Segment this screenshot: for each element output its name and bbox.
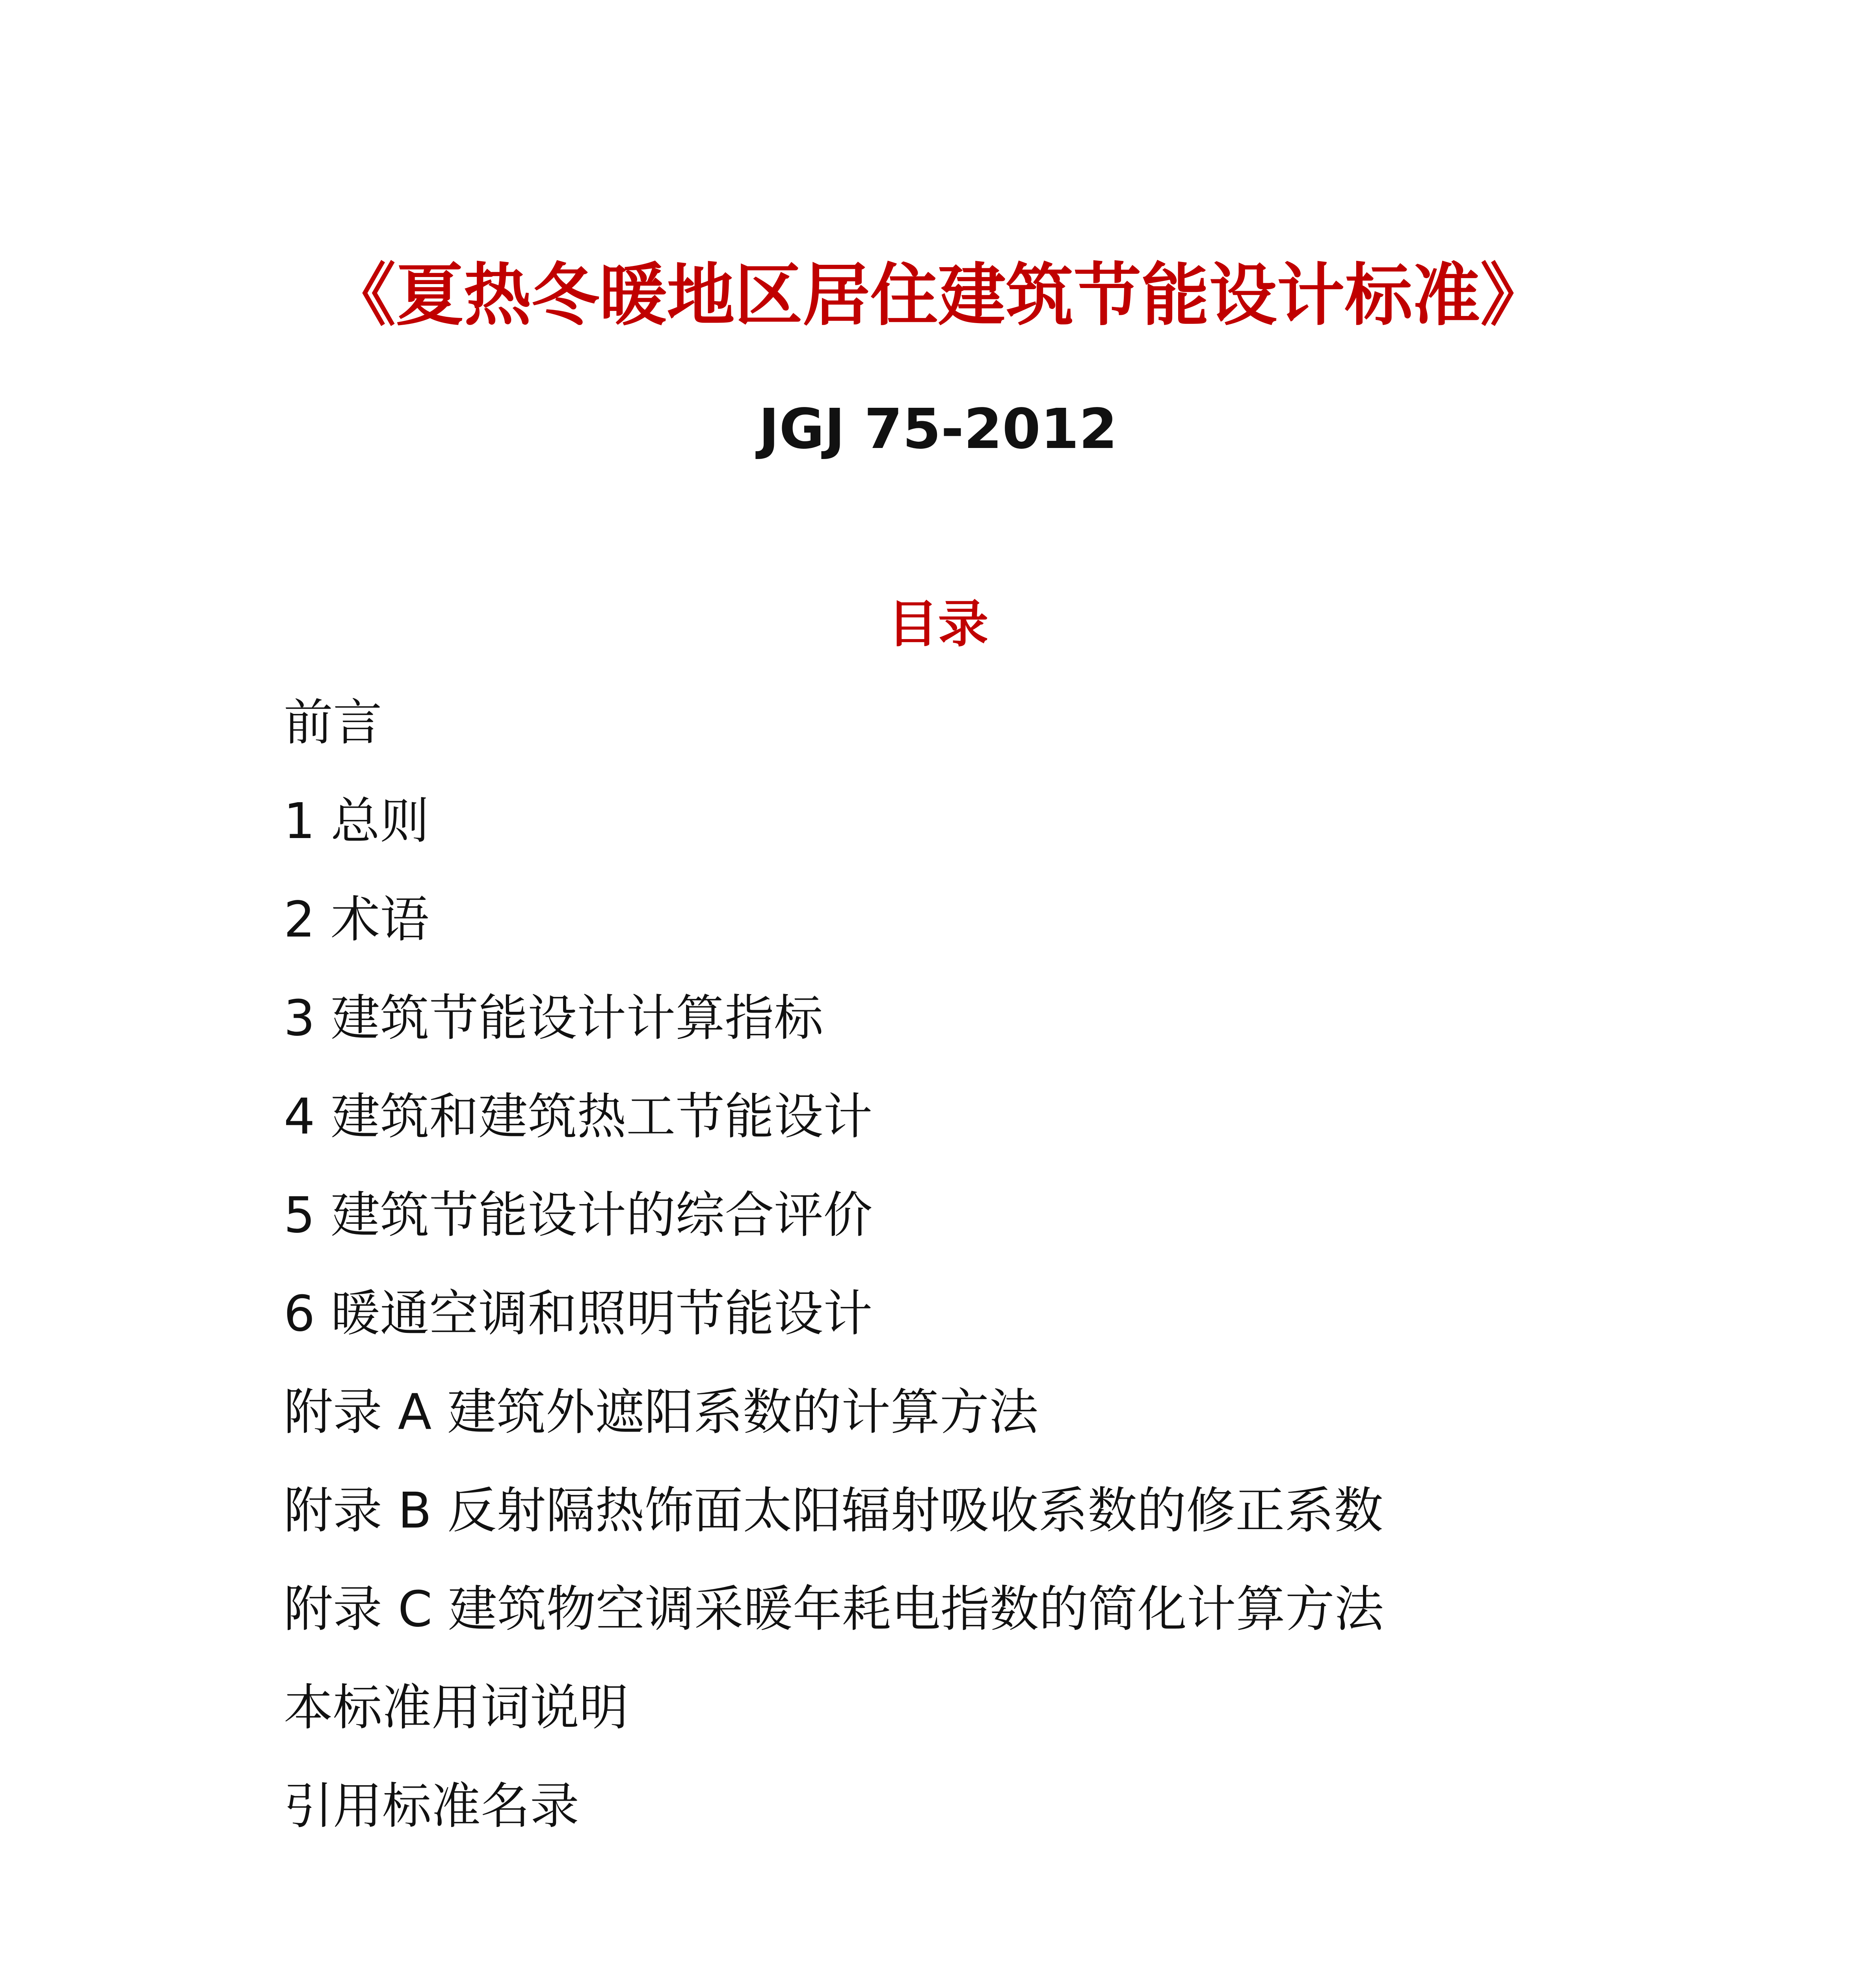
toc-item-appendix-b: 附录 B 反射隔热饰面太阳辐射吸收系数的修正系数 xyxy=(284,1482,1383,1539)
toc-item-terms: 2 术语 xyxy=(284,891,429,948)
toc-item-general-provisions: 1 总则 xyxy=(284,793,429,850)
standard-code: JGJ 75-2012 xyxy=(759,397,1117,461)
toc-heading: 目录 xyxy=(887,595,989,654)
table-of-contents xyxy=(284,691,1384,1873)
toc-item-thermal-design: 4 建筑和建筑热工节能设计 xyxy=(284,1088,873,1145)
document-title: 《夏热冬暖地区居住建筑节能设计标准》 xyxy=(328,256,1548,335)
toc-item-wording-explanation: 本标准用词说明 xyxy=(284,1679,628,1736)
toc-item-calculation-indices: 3 建筑节能设计计算指标 xyxy=(284,990,824,1047)
toc-item-preface: 前言 xyxy=(284,694,382,751)
toc-item-hvac-lighting: 6 暖通空调和照明节能设计 xyxy=(284,1285,873,1342)
toc-item-referenced-standards: 引用标准名录 xyxy=(284,1778,579,1835)
toc-item-comprehensive-evaluation: 5 建筑节能设计的综合评价 xyxy=(284,1187,873,1244)
toc-item-appendix-c: 附录 C 建筑物空调采暖年耗电指数的简化计算方法 xyxy=(284,1581,1384,1638)
toc-item-appendix-a: 附录 A 建筑外遮阳系数的计算方法 xyxy=(284,1384,1038,1441)
